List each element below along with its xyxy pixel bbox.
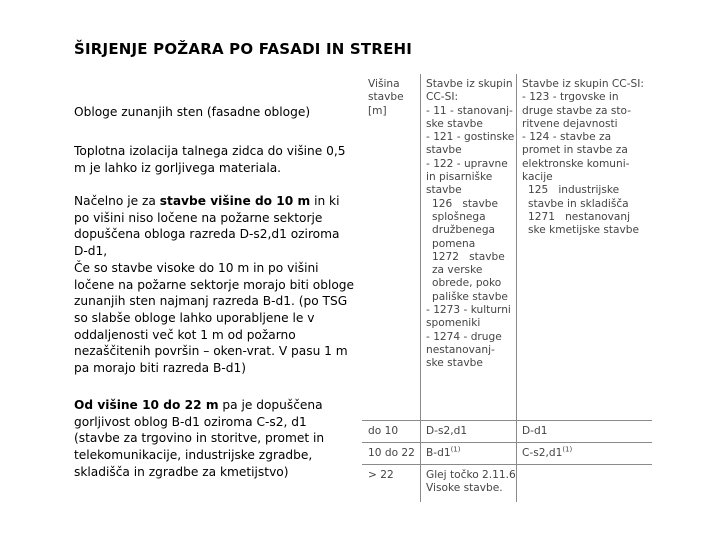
row-class-a-2: B-d1$^{(1)}$ (426, 445, 461, 459)
list-item: - 11 - stanovanj- ske stavbe (426, 104, 513, 130)
paragraph-10-to-22m (74, 397, 356, 481)
paragraph-up-to-10m (74, 193, 356, 377)
list-item: - 121 - gostinske stavbe (426, 131, 515, 157)
list-item: - 123 - trgovske in druge stavbe za sto- ritvene dejavnosti (522, 91, 632, 130)
row-class-b-2: C-s2,d1$^{(1)}$ (522, 445, 573, 459)
row-height-2: 10 do 22 (368, 447, 415, 459)
section-subtitle: Obloge zunanjih sten (fasadne obloge) (74, 105, 311, 119)
header-group-a (426, 78, 516, 371)
text-bold-range: Od višine 10 do 22 m (74, 398, 219, 412)
row-height-1: do 10 (368, 425, 399, 437)
list-item: 1272 stavbe za verske obrede, poko pališke stavbe (432, 250, 508, 303)
table-divider-h3 (362, 464, 652, 465)
list-item: - 122 - upravne in pisarniške stavbe (426, 157, 508, 197)
table-divider-h2 (362, 442, 652, 443)
text-pre: Načelno je za (74, 194, 160, 208)
header-group-a-title: Stavbe iz skupin CC-SI: (426, 78, 513, 104)
table-divider-v2 (516, 74, 517, 502)
row-height-3: > 22 (368, 469, 394, 481)
list-item: - 1273 - kulturni spomeniki (426, 304, 511, 330)
list-item: - 124 - stavbe za promet in stavbe za elektronske komuni- kacije (522, 131, 630, 184)
paragraph-up-to-10m-line2: Če so stavbe visoke do 10 m in po višini ločene na požarne sektorje morajo biti obloge zunanjih sten najmanj razreda B-d1. (po TSG so slabše obloge lahko uporabljene le v oddaljenosti več kot 1 m od požarno nezaščitenih površin – oken-vrat. V pasu 1 m pa morajo biti razreda B-d1) (74, 260, 355, 376)
row-class-a-3: Glej točko 2.11.6 Visoke stavbe. (426, 469, 516, 495)
list-item: 1271 nestanovanj ske kmetijske stavbe (528, 210, 640, 237)
text-post: in ki po višini niso ločene na požarne sektorje dopuščena obloga razreda D-s2,d1 oziroma D-d1, (74, 194, 340, 259)
paragraph-up-to-10m-line1 (74, 193, 356, 260)
text-post: pa je dopuščena gorljivost oblog B-d1 oziroma C-s2, d1 (stavbe za trgovino in storitve, promet in telekomunikacije, industrijske zgradbe, skladišča in zgradbe za kmetijstvo) (74, 398, 325, 479)
page-title: ŠIRJENJE POŽARA PO FASADI IN STREHI (74, 40, 413, 58)
row-class-b-1: D-d1 (522, 425, 548, 437)
table-divider-h1 (362, 420, 652, 421)
row-class-a-1: D-s2,d1 (426, 425, 468, 437)
header-group-b-title: Stavbe iz skupin CC-SI: (522, 78, 644, 90)
paragraph-insulation: Toplotna izolacija talnega zidca do višine 0,5 m je lahko iz gorljivega materiala. (74, 144, 346, 175)
fire-class-table (362, 74, 652, 502)
list-item: - 1274 - druge nestanovanj- ske stavbe (426, 330, 502, 370)
list-item: 126 stavbe splošnega družbenega pomena (432, 197, 498, 250)
header-group-b (522, 78, 652, 238)
table-divider-v1 (420, 74, 421, 502)
header-height: Višina stavbe [m] (368, 78, 404, 117)
text-bold-height: stavbe višine do 10 m (159, 194, 311, 208)
list-item: 125 industrijske stavbe in skladišča (528, 184, 629, 210)
